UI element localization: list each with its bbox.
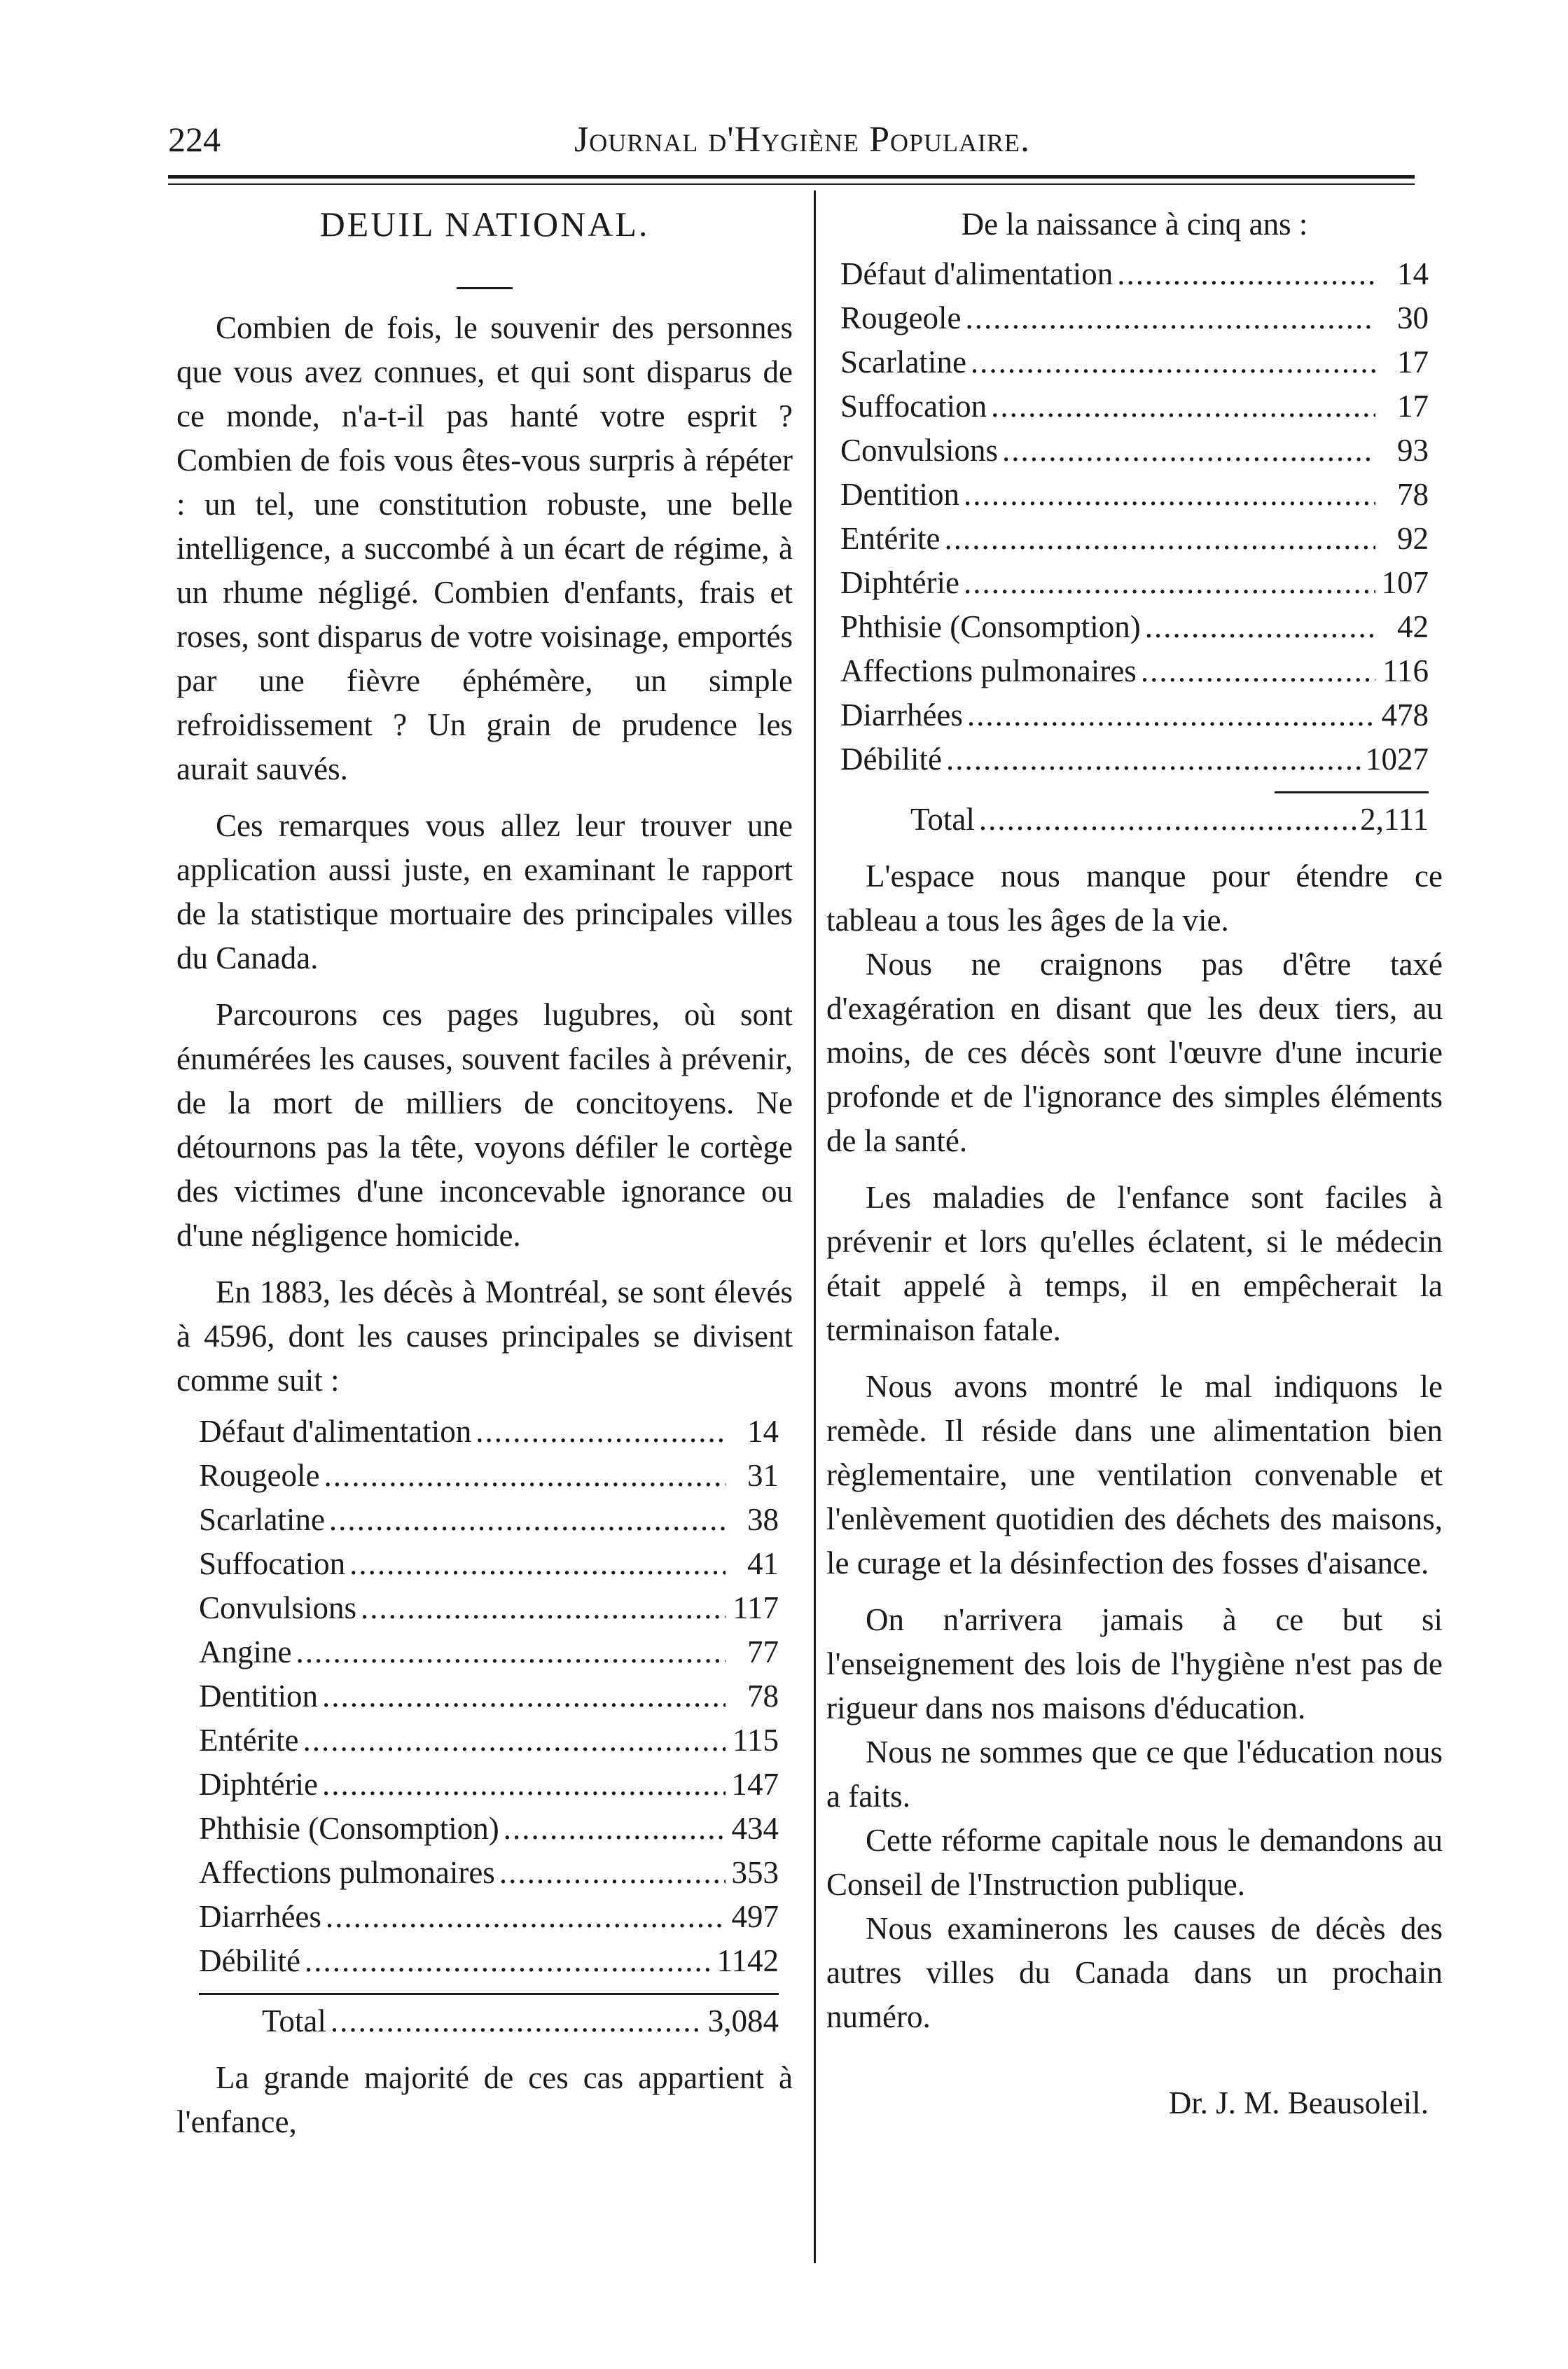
- paragraph-montreal-1883: En 1883, les décès à Montréal, se sont élevés à 4596, dont les causes principales se divisent comme suit :: [176, 1274, 793, 1398]
- cause-count: 1027: [1366, 742, 1429, 777]
- cause-label: Convulsions: [199, 1590, 357, 1625]
- leader-dots: [324, 1454, 726, 1498]
- leader-dots: [1117, 252, 1375, 296]
- cause-count: 434: [731, 1811, 779, 1846]
- cause-label: Scarlatine: [199, 1502, 325, 1537]
- leader-dots: [944, 517, 1375, 561]
- cause-label: Défaut d'alimentation: [199, 1414, 472, 1449]
- paragraph-education: On n'arrivera jamais à ce but si l'enseignement des lois de l'hygiène n'est pas de rigueur dans nos maisons d'éducation.: [826, 1602, 1443, 1725]
- montreal-causes-list: [176, 1410, 793, 1983]
- list-item: [199, 1542, 779, 1586]
- leader-dots: [1002, 429, 1375, 473]
- list-item: [199, 1586, 779, 1630]
- list-item: [840, 473, 1429, 517]
- list-item: [840, 737, 1429, 781]
- cause-label: Débilité: [840, 742, 942, 777]
- cause-label: Rougeole: [199, 1458, 320, 1493]
- leader-dots: [322, 1763, 726, 1807]
- journal-title: Journal d'Hygiène Populaire.: [574, 120, 1031, 160]
- article-title: DEUIL NATIONAL.: [319, 204, 650, 244]
- list-item: [840, 517, 1429, 561]
- list-item: [840, 340, 1429, 384]
- cause-label: Dentition: [840, 477, 959, 512]
- cause-count: 93: [1397, 433, 1429, 468]
- cause-label: Scarlatine: [840, 345, 966, 380]
- leader-dots: [349, 1542, 726, 1586]
- cause-count: 353: [731, 1855, 779, 1890]
- cause-count: 1142: [716, 1943, 779, 1978]
- list-item: [199, 1851, 779, 1895]
- list-item: [840, 649, 1429, 693]
- cause-label: Angine: [199, 1634, 292, 1669]
- page-header: [168, 112, 1415, 175]
- leader-dots: [991, 384, 1375, 429]
- cause-label: Diarrhées: [840, 697, 963, 732]
- list-item: [199, 1807, 779, 1851]
- list-item: [840, 429, 1429, 473]
- cause-label: Entérite: [840, 521, 941, 556]
- paragraph-reform: Cette réforme capitale nous le demandons au Conseil de l'Instruction publique.: [826, 1823, 1443, 1902]
- list-item: [199, 1498, 779, 1542]
- list-item: [199, 1895, 779, 1939]
- cause-count: 497: [731, 1899, 779, 1934]
- cause-count: 41: [747, 1546, 779, 1581]
- cause-count: 116: [1382, 653, 1429, 688]
- author-signature: Dr. J. M. Beausoleil.: [1168, 2085, 1429, 2120]
- cause-count: 478: [1381, 697, 1429, 732]
- leader-dots: [964, 473, 1375, 517]
- leader-dots: [329, 1498, 726, 1542]
- cause-label: Suffocation: [840, 389, 987, 424]
- leader-dots: [979, 798, 1356, 842]
- leader-dots: [971, 340, 1375, 384]
- leader-dots: [296, 1630, 726, 1674]
- total-label: Total: [262, 2003, 326, 2038]
- paragraph-remedy: Nous avons montré le mal indiquons le remède. Il réside dans une alimentation bien règlementaire, une ventilation convenable et l'enlèvement quotidien des déchets des maisons, le curage et la désinfection des fosses d'aisance.: [826, 1369, 1443, 1581]
- cause-count: 14: [1397, 256, 1429, 291]
- leader-dots: [331, 1999, 704, 2043]
- leader-dots: [964, 561, 1375, 605]
- infant-total-block: [826, 791, 1443, 842]
- list-item: [199, 1718, 779, 1763]
- leader-dots: [1145, 605, 1375, 649]
- cause-count: 77: [747, 1634, 779, 1669]
- montreal-total-row: [199, 1999, 779, 2043]
- total-rule: [199, 1993, 779, 1995]
- cause-label: Diphtérie: [199, 1767, 318, 1802]
- cause-count: 30: [1397, 300, 1429, 335]
- cause-count: 78: [747, 1679, 779, 1714]
- cause-label: Affections pulmonaires: [840, 653, 1137, 688]
- cause-label: Diarrhées: [199, 1899, 321, 1934]
- cause-label: Suffocation: [199, 1546, 346, 1581]
- list-item: [199, 1674, 779, 1718]
- cause-count: 107: [1381, 565, 1429, 600]
- list-item: [840, 384, 1429, 429]
- leader-dots: [1141, 649, 1375, 693]
- list-item: [199, 1939, 779, 1983]
- leader-dots: [305, 1939, 713, 1983]
- leader-dots: [499, 1851, 726, 1895]
- cause-label: Défaut d'alimentation: [840, 256, 1113, 291]
- cause-count: 78: [1397, 477, 1429, 512]
- cause-count: 117: [733, 1590, 779, 1625]
- total-value: 2,111: [1360, 802, 1429, 837]
- cause-count: 92: [1397, 521, 1429, 556]
- cause-count: 42: [1397, 609, 1429, 644]
- cause-label: Phthisie (Consomption): [199, 1811, 499, 1846]
- list-item: [199, 1763, 779, 1807]
- montreal-total-block: [176, 1993, 793, 2043]
- paragraph-childhood-diseases: Les maladies de l'enfance sont faciles à prévenir et lors qu'elles éclatent, si le médecin était appelé à temps, il en empêcherait la terminaison fatale.: [826, 1180, 1443, 1347]
- cause-label: Dentition: [199, 1679, 318, 1714]
- header-rule-thick: [168, 175, 1415, 179]
- infant-causes-list: [826, 252, 1443, 781]
- cause-count: 17: [1397, 389, 1429, 424]
- cause-label: Rougeole: [840, 300, 962, 335]
- cause-count: 31: [747, 1458, 779, 1493]
- leader-dots: [361, 1586, 726, 1630]
- leader-dots: [967, 693, 1375, 737]
- leader-dots: [326, 1895, 726, 1939]
- list-item: [840, 561, 1429, 605]
- cause-label: Affections pulmonaires: [199, 1855, 495, 1890]
- list-item: [199, 1454, 779, 1498]
- paragraph-space: L'espace nous manque pour étendre ce tableau a tous les âges de la vie.: [826, 859, 1443, 938]
- cause-label: Phthisie (Consomption): [840, 609, 1141, 644]
- cause-label: Diphtérie: [840, 565, 959, 600]
- cause-count: 115: [733, 1723, 779, 1758]
- paragraph-majority: La grande majorité de ces cas appartient à l'enfance,: [176, 2060, 793, 2139]
- paragraph-remarks: Ces remarques vous allez leur trouver une application aussi juste, en examinant le rapport de la statistique mortuaire des principales villes du Canada.: [176, 808, 793, 975]
- leader-dots: [303, 1718, 726, 1763]
- leader-dots: [476, 1410, 726, 1454]
- leader-dots: [322, 1674, 726, 1718]
- cause-label: Convulsions: [840, 433, 999, 468]
- cause-label: Débilité: [199, 1943, 300, 1978]
- title-separator: [457, 287, 513, 289]
- left-column: [176, 193, 793, 2144]
- right-column: [826, 193, 1443, 2125]
- column-divider: [814, 190, 816, 2263]
- list-item: [199, 1630, 779, 1674]
- cause-label: Entérite: [199, 1723, 299, 1758]
- total-label: Total: [910, 802, 975, 837]
- list-item: [840, 605, 1429, 649]
- paragraph-intro: Combien de fois, le souvenir des personnes que vous avez connues, et qui sont disparus de ce monde, n'a-t-il pas hanté votre esprit ? Combien de fois vous êtes-vous surpris à répéter : un tel, une constitution robuste, une belle intelligence, a succombé à un écart de régime, à un rhume négligé. Combien d'enfants, frais et roses, sont disparus de votre voisinage, emportés par une fièvre éphémère, un simple refroidissement ? Un grain de prudence les aurait sauvés.: [176, 310, 793, 786]
- paragraph-next-issue: Nous examinerons les causes de décès des autres villes du Canada dans un prochain numéro.: [826, 1911, 1443, 2034]
- paragraph-we-are: Nous ne sommes que ce que l'éducation nous a faits.: [826, 1735, 1443, 1814]
- cause-count: 38: [747, 1502, 779, 1537]
- paragraph-exaggeration: Nous ne craignons pas d'être taxé d'exagération en disant que les deux tiers, au moins, de ces décès sont l'œuvre d'une incurie profonde et de l'ignorance des simples éléments de la santé.: [826, 947, 1443, 1158]
- leader-dots: [946, 737, 1361, 781]
- cause-count: 17: [1397, 345, 1429, 380]
- list-item: [840, 693, 1429, 737]
- page-number: 224: [168, 120, 221, 159]
- paragraph-lugubrious: Parcourons ces pages lugubres, où sont énumérées les causes, souvent faciles à prévenir, de la mort de milliers de concitoyens. Ne détournons pas la tête, voyons défiler le cortège des victimes d'une inconcevable ignorance ou d'une négligence homicide.: [176, 997, 793, 1253]
- cause-count: 147: [731, 1767, 779, 1802]
- infant-table-heading: De la naissance à cinq ans :: [961, 207, 1308, 242]
- cause-count: 14: [747, 1414, 779, 1449]
- list-item: [840, 252, 1429, 296]
- list-item: [199, 1410, 779, 1454]
- header-rule-thin: [168, 183, 1415, 185]
- list-item: [840, 296, 1429, 340]
- total-rule: [1275, 791, 1429, 793]
- total-value: 3,084: [707, 2003, 779, 2038]
- infant-total-row: [840, 798, 1429, 842]
- leader-dots: [965, 296, 1375, 340]
- leader-dots: [504, 1807, 726, 1851]
